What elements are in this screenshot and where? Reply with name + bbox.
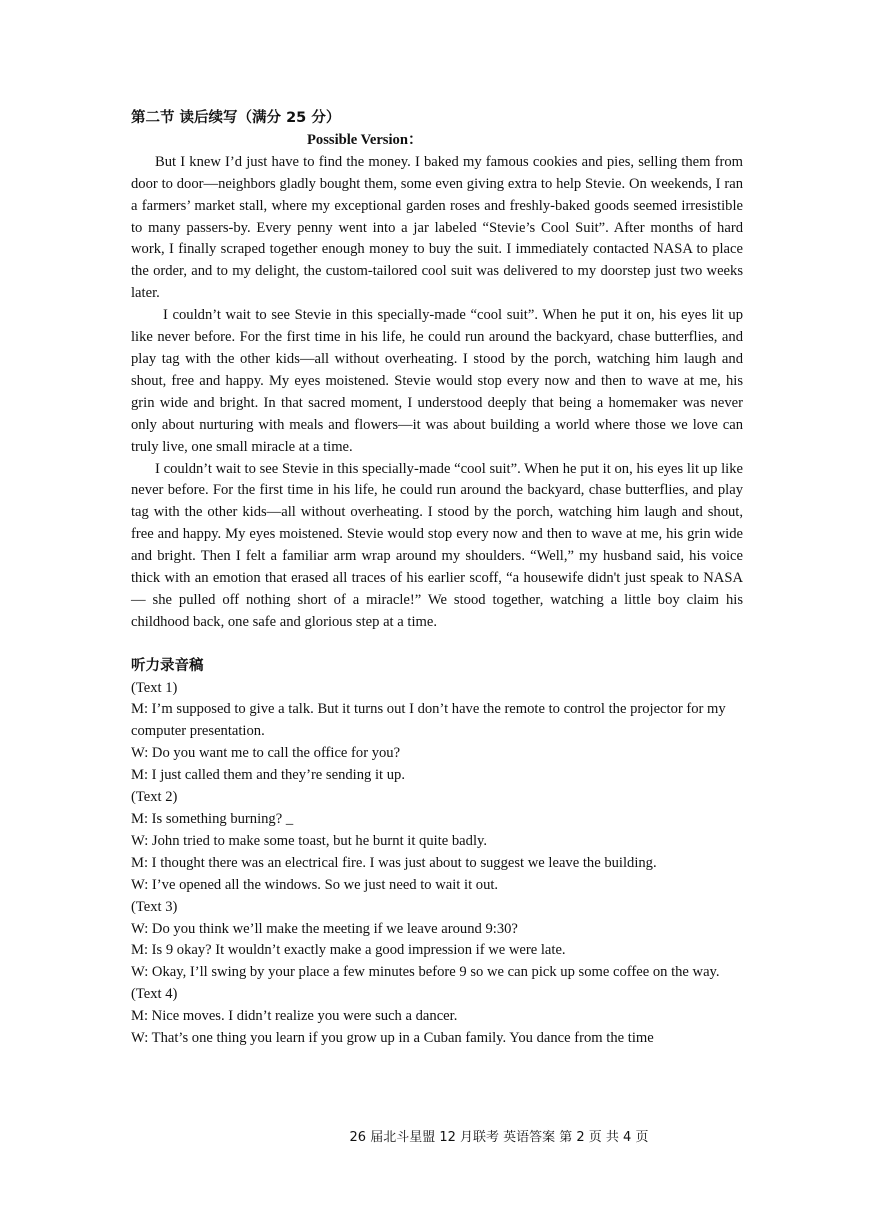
transcript-line: M: Nice moves. I didn’t realize you were such a dancer. bbox=[131, 1008, 458, 1025]
document-body bbox=[131, 108, 743, 1050]
transcript-line: (Text 2) bbox=[131, 789, 178, 806]
transcript-line: (Text 4) bbox=[131, 986, 178, 1003]
transcript-line: (Text 1) bbox=[131, 679, 178, 696]
transcript-line: M: I just called them and they’re sending it up. bbox=[131, 767, 405, 784]
transcript-line: M: Is 9 okay? It wouldn’t exactly make a good impression if we were late. bbox=[131, 942, 566, 959]
transcript-line: M: Is something burning? _ bbox=[131, 810, 294, 827]
transcript-line: W: Do you think we’ll make the meeting if we leave around 9:30? bbox=[131, 920, 518, 937]
transcript-line: W: Okay, I’ll swing by your place a few minutes before 9 so we can pick up some coffee on the way. bbox=[131, 964, 720, 981]
transcript-line: M: I thought there was an electrical fire. I was just about to suggest we leave the building. bbox=[131, 854, 657, 871]
spacer bbox=[131, 634, 743, 656]
section-heading: 第二节 读后续写（满分 25 分） bbox=[131, 110, 341, 126]
transcript-line: W: Do you want me to call the office for you? bbox=[131, 745, 401, 762]
paragraph-1: But I knew I’d just have to find the money. I baked my famous cookies and pies, selling them from door to door—neighbors gladly bought them, some even giving extra to help Stevie. On weekends, I ran a farmers’ market stall, where my exceptional garden roses and freshly-baked goods seemed irresistible to many passers-by. Every penny went into a jar labeled “Stevie’s Cool Suit”. After months of hard work, I finally scraped together enough money to buy the suit. I immediately contacted NASA to place the order, and to my delight, the custom-tailored cool suit was delivered to my doorstep just two weeks later. bbox=[131, 153, 743, 302]
paragraph-2: I couldn’t wait to see Stevie in this specially-made “cool suit”. When he put it on, his eyes lit up like never before. For the first time in his life, he could run around the backyard, chase butterflies, and play tag with the other kids—all without overheating. I stood by the porch, watching him laugh and shout, free and happy. My eyes moistened. Stevie would stop every now and then to wave at me, his grin wide and bright. In that sacred moment, I understood deeply that being a homemaker was never only about nurturing with meals and flowers—it was about building a world where those we love can truly live, one small miracle at a time. bbox=[131, 307, 743, 455]
transcript-line: W: That’s one thing you learn if you grow up in a Cuban family. You dance from the time bbox=[131, 1030, 654, 1047]
transcript-line: W: John tried to make some toast, but he burnt it quite badly. bbox=[131, 832, 487, 849]
possible-version-label: Possible Version： bbox=[307, 131, 423, 148]
page-footer: 26 届北斗星盟 12 月联考 英语答案 第 2 页 共 4 页 bbox=[349, 1130, 649, 1145]
transcript-line: (Text 3) bbox=[131, 898, 178, 915]
transcript-line: M: I’m supposed to give a talk. But it turns out I don’t have the remote to control the projector for my computer presentation. bbox=[131, 701, 726, 740]
paragraph-3: I couldn’t wait to see Stevie in this specially-made “cool suit”. When he put it on, his eyes lit up like never before. For the first time in his life, he could run around the backyard, chase butterflies, and play tag with the other kids—all without overheating. I stood by the porch, watching him laugh and shout, free and happy. My eyes moistened. Stevie would stop every now and then to wave at me, his grin wide and bright. Then I felt a familiar arm wrap around my shoulders. “Well,” my husband said, his voice thick with an emotion that erased all traces of his earlier scoff, “a housewife didn't just speak to NASA — she pulled off nothing short of a miracle!” We stood together, watching a little boy claim his childhood back, one safe and glorious step at a time. bbox=[131, 460, 743, 630]
transcript-line: W: I’ve opened all the windows. So we just need to wait it out. bbox=[131, 876, 499, 893]
transcript-heading: 听力录音稿 bbox=[131, 657, 204, 674]
